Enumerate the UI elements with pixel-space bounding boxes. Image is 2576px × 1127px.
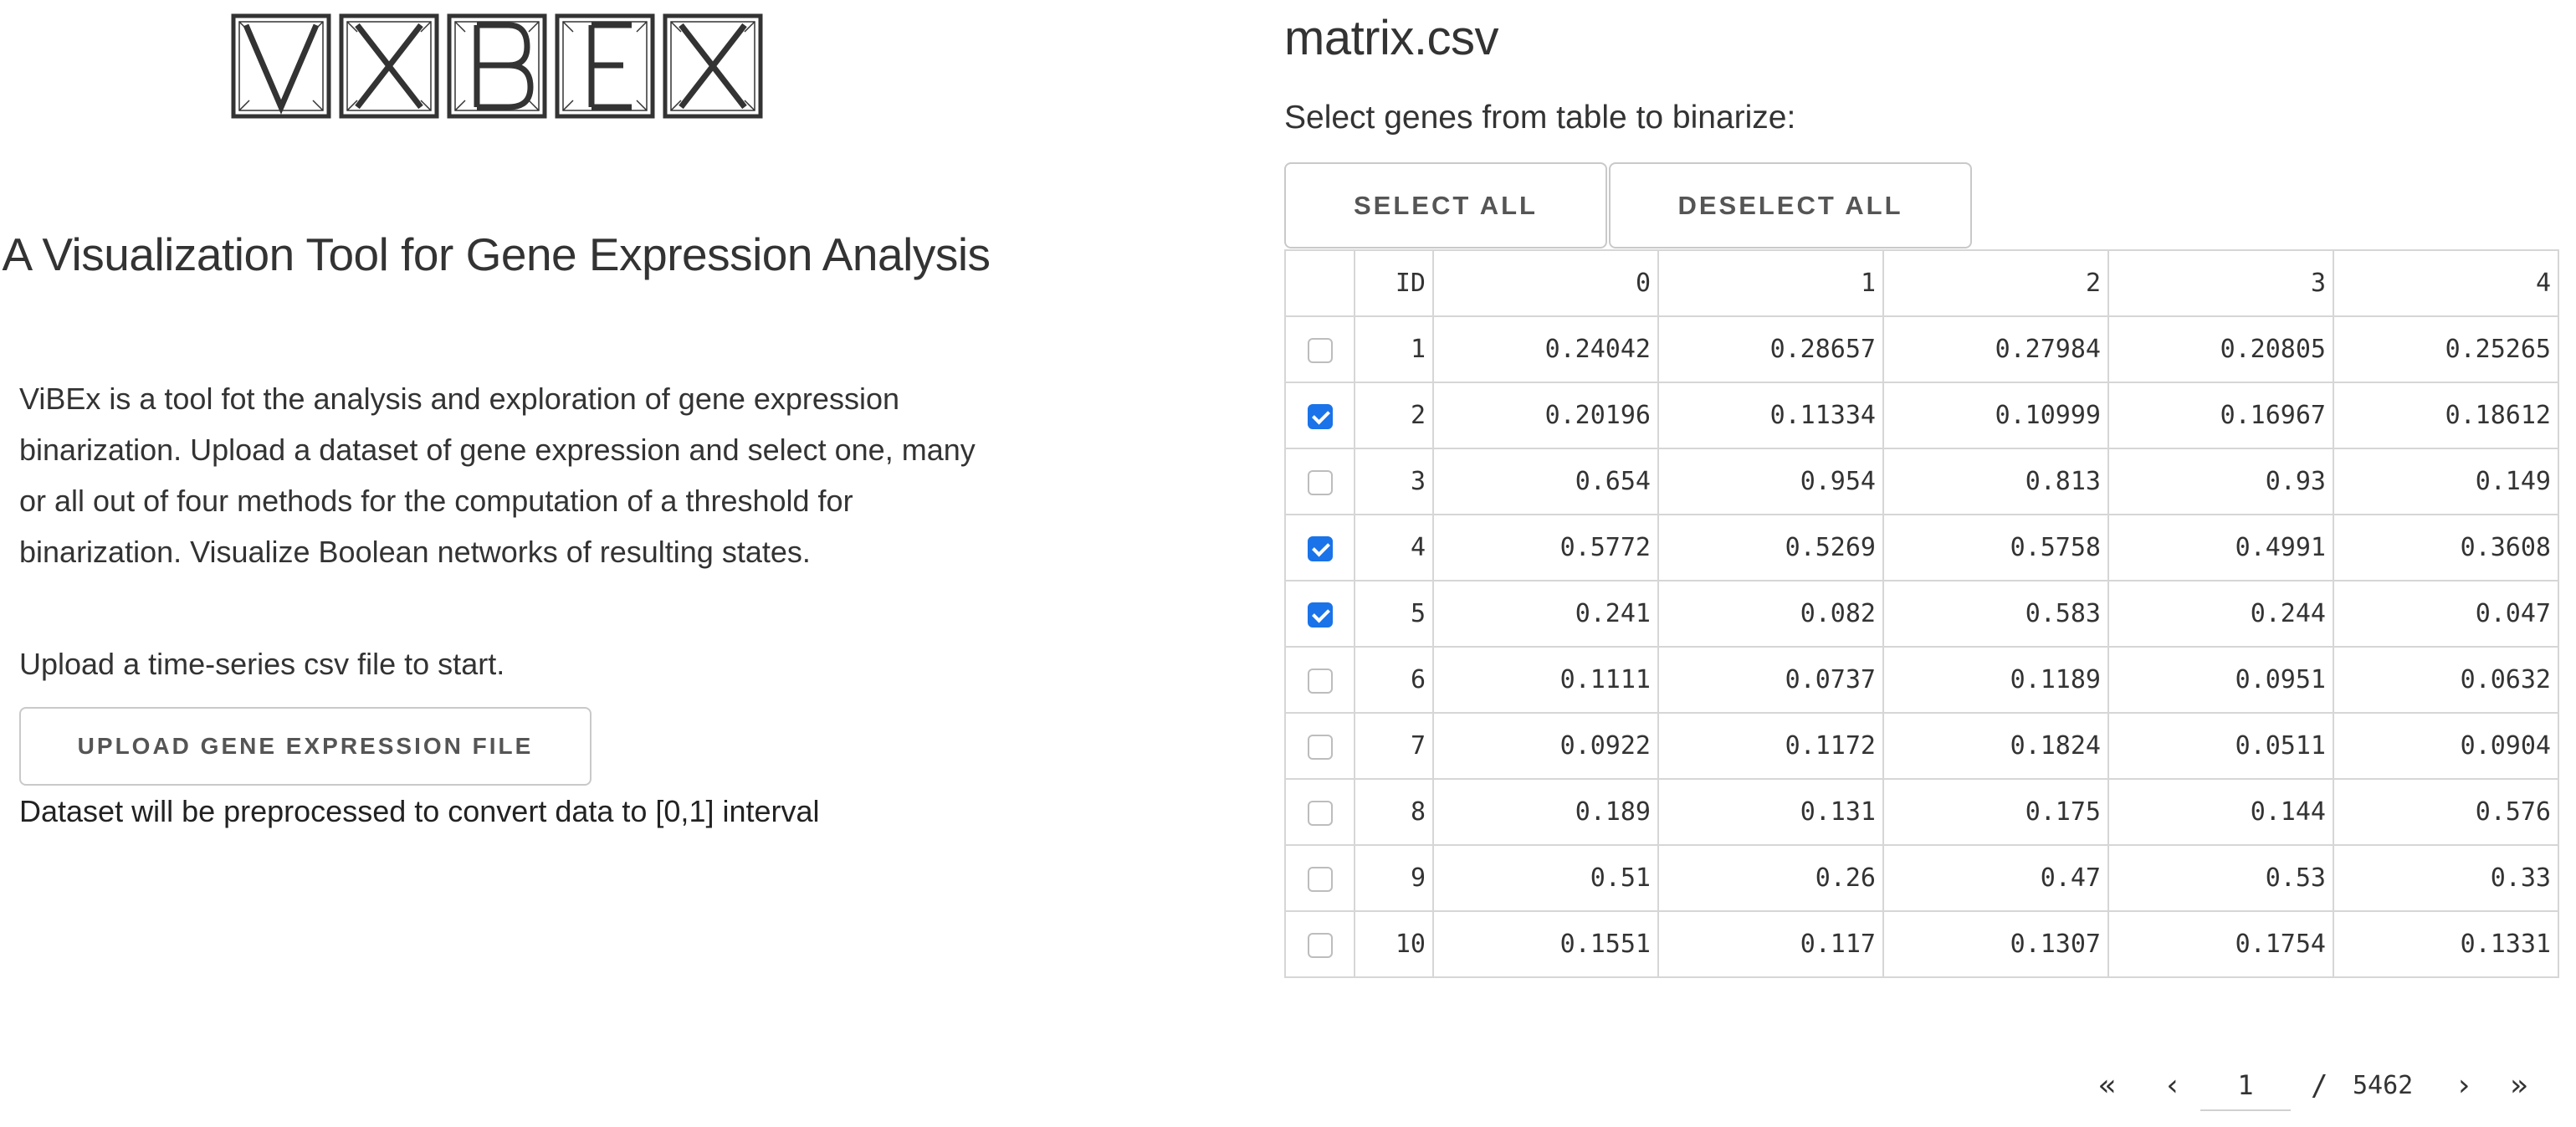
app-description: ViBEx is a tool fot the analysis and exploration of gene expression binarization. Upload a dataset of gene expression and select one, many or all out of four methods for the computation of a threshold for binarization. Visualize Boolean networks of resulting states.: [19, 382, 976, 569]
value-cell: 0.1754: [2108, 911, 2333, 977]
row-select-cell: [1285, 316, 1355, 382]
total-pages: 5462: [2353, 1071, 2414, 1100]
table-row: [1285, 382, 2558, 448]
logo-letter-graphic: [663, 13, 763, 119]
logo-letter-tile: [339, 13, 439, 119]
page-separator: /: [2311, 1069, 2328, 1103]
table-row: [1285, 713, 2558, 779]
previous-page-button[interactable]: ‹: [2164, 1068, 2182, 1103]
table-row: [1285, 845, 2558, 911]
value-cell: 0.1824: [1883, 713, 2108, 779]
value-cell: 0.813: [1883, 448, 2108, 515]
row-id-cell: 2: [1355, 382, 1433, 448]
deselect-all-button[interactable]: DESELECT ALL: [1609, 162, 1972, 248]
value-cell: 0.10999: [1883, 382, 2108, 448]
row-id-cell: 10: [1355, 911, 1433, 977]
value-cell: 0.16967: [2108, 382, 2333, 448]
dataset-file-name: matrix.csv: [1284, 11, 1498, 65]
row-id-cell: 6: [1355, 647, 1433, 713]
table-row: [1285, 448, 2558, 515]
value-cell: 0.1172: [1658, 713, 1883, 779]
gene-data-table: [1284, 249, 2559, 978]
upload-gene-expression-file-button[interactable]: UPLOAD GENE EXPRESSION FILE: [19, 707, 592, 786]
column-header[interactable]: 0: [1433, 250, 1658, 316]
row-select-checkbox[interactable]: [1308, 338, 1333, 363]
value-cell: 0.28657: [1658, 316, 1883, 382]
row-id-cell: 3: [1355, 448, 1433, 515]
row-id-cell: 9: [1355, 845, 1433, 911]
value-cell: 0.20805: [2108, 316, 2333, 382]
logo-letter-graphic: [555, 13, 655, 119]
vibex-logo: [231, 13, 763, 119]
value-cell: 0.047: [2333, 581, 2558, 647]
value-cell: 0.4991: [2108, 515, 2333, 581]
preprocess-note: Dataset will be preprocessed to convert data to [0,1] interval: [19, 794, 820, 828]
column-header[interactable]: 4: [2333, 250, 2558, 316]
value-cell: 0.26: [1658, 845, 1883, 911]
row-select-checkbox[interactable]: [1308, 669, 1333, 694]
select-genes-prompt: Select genes from table to binarize:: [1284, 100, 1796, 136]
row-select-cell: [1285, 448, 1355, 515]
logo-letter-graphic: [339, 13, 439, 119]
value-cell: 0.5269: [1658, 515, 1883, 581]
value-cell: 0.20196: [1433, 382, 1658, 448]
row-select-checkbox[interactable]: [1308, 933, 1333, 958]
value-cell: 0.082: [1658, 581, 1883, 647]
value-cell: 0.25265: [2333, 316, 2558, 382]
row-select-cell: [1285, 581, 1355, 647]
value-cell: 0.5772: [1433, 515, 1658, 581]
value-cell: 0.0511: [2108, 713, 2333, 779]
value-cell: 0.149: [2333, 448, 2558, 515]
row-select-cell: [1285, 845, 1355, 911]
table-row: [1285, 779, 2558, 845]
row-select-checkbox[interactable]: [1308, 602, 1333, 628]
value-cell: 0.11334: [1658, 382, 1883, 448]
table-row: [1285, 316, 2558, 382]
row-select-checkbox[interactable]: [1308, 536, 1333, 561]
value-cell: 0.0922: [1433, 713, 1658, 779]
value-cell: 0.241: [1433, 581, 1658, 647]
first-page-button[interactable]: «: [2098, 1068, 2117, 1103]
row-select-checkbox[interactable]: [1308, 735, 1333, 760]
row-select-checkbox[interactable]: [1308, 470, 1333, 495]
value-cell: 0.33: [2333, 845, 2558, 911]
logo-letter-tile: [555, 13, 655, 119]
column-header[interactable]: 1: [1658, 250, 1883, 316]
value-cell: 0.144: [2108, 779, 2333, 845]
table-body: [1285, 316, 2558, 977]
value-cell: 0.117: [1658, 911, 1883, 977]
value-cell: 0.18612: [2333, 382, 2558, 448]
value-cell: 0.47: [1883, 845, 2108, 911]
value-cell: 0.1307: [1883, 911, 2108, 977]
pagination: [2075, 1061, 2560, 1111]
app-subtitle: A Visualization Tool for Gene Expression Analysis: [2, 228, 991, 280]
table-row: [1285, 581, 2558, 647]
next-page-button[interactable]: ›: [2455, 1068, 2473, 1103]
logo-letter-tile: [231, 13, 331, 119]
select-column-header: [1285, 250, 1355, 316]
value-cell: 0.1551: [1433, 911, 1658, 977]
value-cell: 0.189: [1433, 779, 1658, 845]
column-header[interactable]: ID: [1355, 250, 1433, 316]
table-header-row: [1285, 250, 2558, 316]
row-select-cell: [1285, 713, 1355, 779]
value-cell: 0.3608: [2333, 515, 2558, 581]
value-cell: 0.0632: [2333, 647, 2558, 713]
value-cell: 0.1111: [1433, 647, 1658, 713]
row-select-cell: [1285, 515, 1355, 581]
row-select-checkbox[interactable]: [1308, 801, 1333, 826]
value-cell: 0.954: [1658, 448, 1883, 515]
row-id-cell: 5: [1355, 581, 1433, 647]
row-select-checkbox[interactable]: [1308, 404, 1333, 429]
value-cell: 0.1189: [1883, 647, 2108, 713]
value-cell: 0.175: [1883, 779, 2108, 845]
table-row: [1285, 515, 2558, 581]
select-all-button[interactable]: SELECT ALL: [1284, 162, 1607, 248]
value-cell: 0.1331: [2333, 911, 2558, 977]
table-row: [1285, 911, 2558, 977]
logo-letter-tile: [447, 13, 547, 119]
value-cell: 0.654: [1433, 448, 1658, 515]
row-id-cell: 7: [1355, 713, 1433, 779]
column-header[interactable]: 2: [1883, 250, 2108, 316]
value-cell: 0.0737: [1658, 647, 1883, 713]
row-id-cell: 4: [1355, 515, 1433, 581]
row-select-cell: [1285, 911, 1355, 977]
logo-letter-graphic: [231, 13, 331, 119]
logo-letter-graphic: [447, 13, 547, 119]
value-cell: 0.27984: [1883, 316, 2108, 382]
value-cell: 0.0951: [2108, 647, 2333, 713]
last-page-button[interactable]: »: [2510, 1068, 2528, 1103]
value-cell: 0.583: [1883, 581, 2108, 647]
upload-prompt: Upload a time-series csv file to start.: [19, 647, 505, 681]
row-id-cell: 1: [1355, 316, 1433, 382]
value-cell: 0.5758: [1883, 515, 2108, 581]
table-row: [1285, 647, 2558, 713]
row-select-cell: [1285, 647, 1355, 713]
value-cell: 0.24042: [1433, 316, 1658, 382]
column-header[interactable]: 3: [2108, 250, 2333, 316]
value-cell: 0.51: [1433, 845, 1658, 911]
value-cell: 0.576: [2333, 779, 2558, 845]
value-cell: 0.93: [2108, 448, 2333, 515]
value-cell: 0.53: [2108, 845, 2333, 911]
row-id-cell: 8: [1355, 779, 1433, 845]
row-select-cell: [1285, 382, 1355, 448]
logo-letter-tile: [663, 13, 763, 119]
row-select-checkbox[interactable]: [1308, 867, 1333, 892]
value-cell: 0.131: [1658, 779, 1883, 845]
row-select-cell: [1285, 779, 1355, 845]
value-cell: 0.0904: [2333, 713, 2558, 779]
value-cell: 0.244: [2108, 581, 2333, 647]
page-number-input[interactable]: [2200, 1061, 2291, 1111]
